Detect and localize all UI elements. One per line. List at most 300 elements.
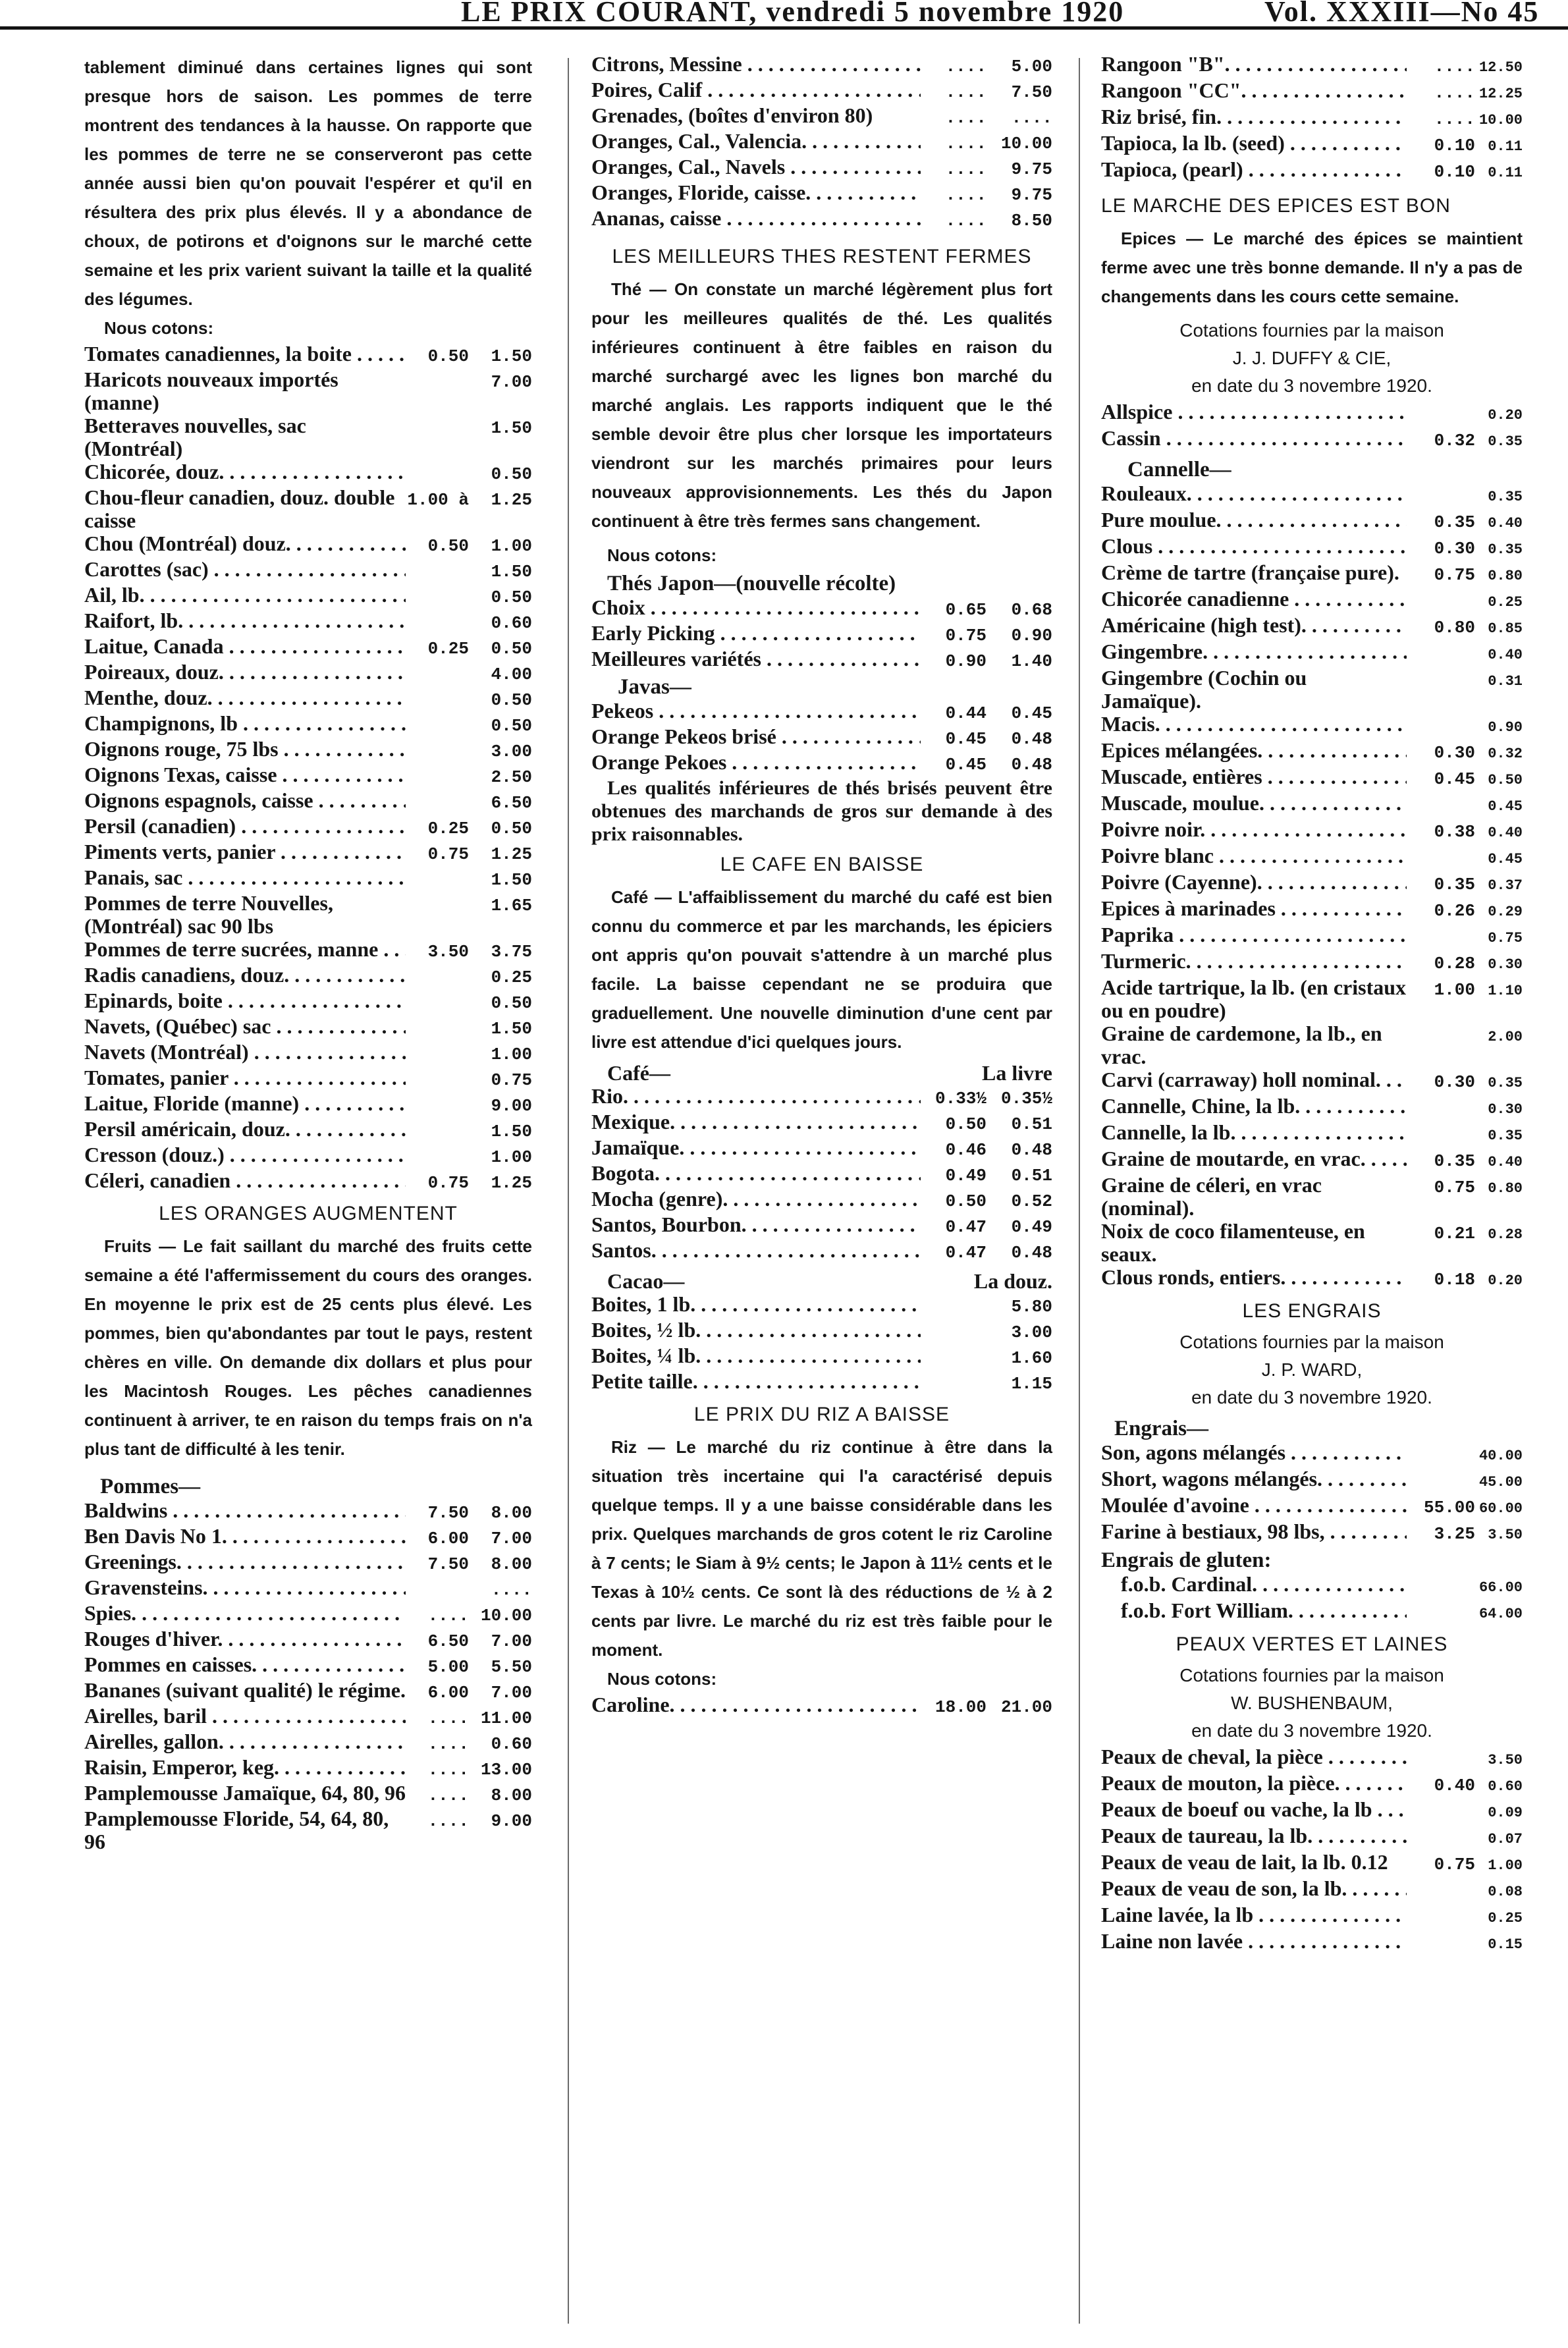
peaux-list [1101,1745,1523,1956]
price-low: 0.50 [427,536,469,556]
item-name: Raifort, lb. . . . [84,609,406,632]
item-name: Boites, ¼ lb. . . . [591,1344,921,1367]
price-high: 7.00 [491,1683,532,1703]
price-high: 0.90 [1488,719,1523,736]
price-high: 0.48 [1011,729,1052,749]
price-high: 13.00 [480,1760,532,1780]
item-name: Mexique. . . . [591,1110,921,1133]
item-name: Laine lavée, la lb . . . [1101,1903,1407,1926]
item-name: Oranges, Cal., Valencia. . . . [591,130,921,153]
item-name: Radis canadiens, douz. . . . [84,964,406,987]
price-high: 7.50 [1011,82,1052,102]
price-row [1101,765,1523,792]
price-low: 0.50 [945,1114,987,1134]
price-row [1101,132,1523,158]
price-high: 0.40 [1488,1154,1523,1170]
item-name: Clous ronds, entiers. . . . [1101,1266,1407,1289]
price-row [591,1162,1052,1188]
cafe-text: Café — L'affaiblissement du marché du café est bien connu du commerce et par les marchands, les épiciers ont appris qu'on pouvait s'attendre à un marché plus facile. La baisse cependant ne se produira que graduellement. Une nouvelle diminution d'une cent par livre est attendue d'ici quelques jours. [591,887,1052,1052]
item-name: Poires, Calif . . . [591,78,921,101]
price-row [84,815,532,840]
price-high: .... [1011,108,1052,128]
cacao-unit: La douz. [973,1269,1052,1293]
price-row [1101,739,1523,765]
price-high: 0.35 [1488,541,1523,558]
price-high: 0.68 [1011,600,1052,620]
price-row [84,1143,532,1169]
nous-cotons-label: Nous cotons: [607,545,717,565]
price-row [1101,1745,1523,1772]
price-high: 0.60 [491,613,532,633]
price-low: 6.00 [427,1683,469,1703]
item-name: Riz brisé, fin. . . . [1101,105,1407,128]
price-high: 0.90 [1011,626,1052,645]
price-low: 0.75 [1434,565,1475,585]
price-row [84,1730,532,1756]
price-row [591,155,1052,181]
price-low: .... [945,211,987,231]
price-row [1121,1573,1523,1599]
price-row [1101,587,1523,614]
price-row [1101,1824,1523,1851]
item-name: Boites, 1 lb. . . . [591,1293,921,1316]
price-row [84,763,532,789]
price-row [84,609,532,635]
price-low: 0.47 [945,1243,987,1263]
price-high: 8.50 [1011,211,1052,231]
price-high: 0.20 [1488,1272,1523,1289]
price-low: 0.30 [1434,1072,1475,1092]
price-low: 0.50 [945,1191,987,1211]
price-row [591,1344,1052,1370]
fruits-price-list-cont [591,53,1052,232]
price-high: 0.40 [1488,825,1523,841]
item-name: Graine de cardemone, la lb., en vrac. [1101,1022,1382,1068]
vegetables-price-list [84,342,532,1195]
price-high: 0.80 [1488,568,1523,584]
thes-text: Thé — On constate un marché légèrement plus fort pour les meilleures qualités de thé. Les qualités inférieures continuent à être faibles en raison du marché surchargé avec les lignes bon marché du marché anglais. Les rapports indiquent que le thé semble devoir être plus cher lorsque les importateurs viendront sur les marchés primaires pour leurs nouveaux approvisionnements. Les thés du Japon continuent à être très fermes sans changement. [591,279,1052,531]
price-high: 10.00 [1000,134,1052,153]
price-row [84,686,532,712]
price-low: 6.50 [427,1631,469,1651]
item-name: Graine de moutarde, en vrac. . . . [1101,1147,1407,1170]
price-high: 6.50 [491,793,532,813]
price-low: 0.38 [1434,822,1475,842]
price-row [591,130,1052,155]
price-low: 0.80 [1434,618,1475,638]
price-high: 1.60 [1011,1348,1052,1368]
price-high: 8.00 [491,1503,532,1523]
price-row [84,1525,532,1550]
price-row [84,532,532,558]
price-low: 0.75 [1434,1178,1475,1197]
price-row [591,1293,1052,1319]
price-row [1101,535,1523,561]
price-row [591,1213,1052,1239]
price-row [1101,871,1523,897]
item-name: Champignons, lb . . . [84,712,406,735]
price-high: 0.51 [1011,1114,1052,1134]
price-high: 0.50 [491,587,532,607]
price-low: 0.28 [1434,954,1475,973]
column-1 [84,53,532,2335]
price-low: .... [427,1734,469,1754]
price-high: 3.50 [1488,1527,1523,1543]
price-high: 7.00 [491,1631,532,1651]
item-name: Poivre blanc . . . [1101,844,1407,867]
price-high: 0.49 [1011,1217,1052,1237]
price-high: 0.60 [1488,1778,1523,1795]
epices-text: Epices — Le marché des épices se maintient ferme avec une très bonne demande. Il n'y a pas de changements dans les cours cette semaine. [1101,229,1523,306]
price-row [1101,1022,1523,1068]
price-high: 0.40 [1488,647,1523,663]
price-row [84,1602,532,1627]
fruits-price-list [84,1499,532,1853]
price-high: 9.75 [1011,185,1052,205]
price-high: 0.32 [1488,746,1523,762]
price-high: 40.00 [1478,1448,1523,1464]
cafe-unit: La livre [982,1061,1052,1085]
price-row [1101,640,1523,667]
price-high: 1.00 [491,536,532,556]
price-row [1101,976,1523,1022]
price-high: 0.50 [491,716,532,736]
price-low: .... [945,159,987,179]
price-high: 0.35 [1488,433,1523,450]
price-row [84,1015,532,1041]
price-high: 0.35½ [1000,1089,1052,1108]
item-name: Chicorée, douz. . . . [84,460,406,483]
price-high: 12.25 [1478,86,1523,102]
item-name: Greenings. . . . [84,1550,406,1573]
price-low: .... [427,1786,469,1805]
item-name: Caroline. . . . [591,1693,921,1716]
price-row [84,558,532,584]
item-name: Son, agons mélangés . . . [1101,1441,1407,1464]
riz-list-cont [1101,53,1523,184]
price-row [1101,1494,1523,1520]
price-row [591,1370,1052,1396]
price-row [84,964,532,989]
item-name: Muscade, entières . . . [1101,765,1407,788]
item-name: Pamplemousse Jamaïque, 64, 80, 96 [84,1782,406,1805]
price-high: 0.11 [1488,138,1523,155]
price-row [84,1499,532,1525]
price-low: .... [427,1606,469,1625]
item-name: Tapioca, (pearl) . . . [1101,158,1407,181]
item-name: Oranges, Floride, caisse. . . . [591,181,921,204]
item-name: Epices mélangées. . . . [1101,739,1407,762]
price-high: 9.00 [491,1096,532,1116]
price-row [84,989,532,1015]
item-name: Poivre noir. . . . [1101,818,1407,841]
price-row [84,789,532,815]
price-low: 6.00 [427,1529,469,1548]
item-name: Cassin . . . [1101,427,1407,450]
item-name: Poivre (Cayenne). . . . [1101,871,1407,894]
price-high: 12.50 [1478,59,1523,76]
cacao-header [591,1270,1052,1293]
price-row [84,1576,532,1602]
item-name: Graine de céleri, en vrac (nominal). [1101,1174,1322,1220]
item-name: Short, wagons mélangés. . . . [1101,1467,1407,1490]
cafe-list [591,1085,1052,1265]
price-high: 0.51 [1011,1166,1052,1186]
item-name: Carvi (carraway) holl nominal. . . . [1101,1068,1407,1091]
oranges-text: Fruits — Le fait saillant du marché des fruits cette semaine a été l'affermissement du cours des oranges. En moyenne le prix est de 25 cents plus élevé. Les pommes, bien qu'abondantes par tout le pays, restent chères en ville. On demande dix dollars et plus pour les Macintosh Rouges. Les pêches canadiennes continuent à arriver, te en raison du temps frais on n'a plus tant de difficulté à les tenir. [84,1236,532,1459]
price-high: 0.50 [1488,772,1523,788]
price-row [1101,923,1523,950]
ward-line-1: Cotations fournies par la maison [1179,1332,1444,1352]
price-high: 0.07 [1488,1831,1523,1847]
item-name: Moulée d'avoine . . . [1101,1494,1407,1517]
item-name: Peaux de veau de lait, la lb. 0.12 [1101,1851,1388,1874]
item-name: Epinards, boite . . . [84,989,406,1012]
column-rule [568,58,569,2324]
price-low: 0.47 [945,1217,987,1237]
price-low: 0.21 [1434,1224,1475,1243]
item-name: Chou-fleur canadien, douz. double caisse [84,486,395,532]
item-name: Grenades, (boîtes d'environ 80) [591,104,873,127]
cacao-list [591,1293,1052,1396]
price-row [84,1756,532,1782]
price-row [591,207,1052,232]
item-name: Pommes de terre Nouvelles, (Montréal) sac 90 lbs [84,892,333,938]
price-low: 3.50 [427,942,469,962]
bush-line-3: en date du 3 novembre 1920. [1191,1720,1432,1741]
item-name: Airelles, baril . . . [84,1705,406,1728]
price-row [591,53,1052,78]
item-name: Navets (Montréal) . . . [84,1041,406,1064]
pommes-label: Pommes— [100,1475,201,1498]
price-high: 0.50 [491,464,532,484]
item-name: Laitue, Canada . . . [84,635,406,658]
price-row [1101,1266,1523,1292]
gluten-list [1101,1573,1523,1625]
item-name: Airelles, gallon. . . . [84,1730,406,1753]
item-name: Cannelle, Chine, la lb. . . . [1101,1095,1407,1118]
price-row [591,1693,1052,1719]
price-low: 0.49 [945,1166,987,1186]
epices-heading: LE MARCHE DES EPICES EST BON [1101,195,1451,217]
price-high: 7.00 [491,1529,532,1548]
item-name: f.o.b. Cardinal. . . . [1121,1573,1407,1596]
engrais-heading: LES ENGRAIS [1242,1300,1382,1322]
item-name: Américaine (high test). . . . [1101,614,1407,637]
header-title: LE PRIX COURANT, vendredi 5 novembre 1920 [461,0,1125,28]
item-name: Persil (canadien) . . . [84,815,406,838]
column-3 [1101,53,1523,2335]
nous-cotons-label: Nous cotons: [104,318,214,338]
cannelle-label: Cannelle— [1127,458,1231,481]
item-name: Peaux de mouton, la pièce. . . . [1101,1772,1407,1795]
price-low: 0.75 [1434,1855,1475,1874]
item-name: Rangoon "CC". . . . [1101,79,1407,102]
javas-list [591,699,1052,777]
price-high: 0.48 [1011,1140,1052,1160]
column-rule [1079,58,1080,2324]
item-name: Peaux de veau de son, la lb. . . . [1101,1877,1407,1900]
price-high: 0.09 [1488,1805,1523,1821]
item-name: Navets, (Québec) sac . . . [84,1015,406,1038]
bush-line-2: W. BUSHENBAUM, [1231,1693,1393,1713]
price-high: 1.50 [491,418,532,438]
price-row [1101,158,1523,184]
item-name: Muscade, moulue. . . . [1101,792,1407,815]
item-name: Orange Pekeos brisé . . . [591,725,921,748]
item-name: Laitue, Floride (manne) . . . [84,1092,406,1115]
price-high: 0.75 [491,1070,532,1090]
item-name: Haricots nouveaux importés (manne) [84,368,338,414]
price-row [591,647,1052,673]
price-row [1101,1903,1523,1930]
price-high: 0.60 [491,1734,532,1754]
price-row [591,104,1052,130]
price-row [1101,818,1523,844]
item-name: Tomates canadiennes, la boite . . . [84,342,406,366]
price-high: 0.48 [1011,1243,1052,1263]
price-row [1101,1068,1523,1095]
column-2 [591,53,1052,2335]
riz-heading: LE PRIX DU RIZ A BAISSE [693,1404,950,1425]
price-row [591,1319,1052,1344]
price-low: 0.44 [945,703,987,723]
item-name: Tapioca, la lb. (seed) . . . [1101,132,1407,155]
price-row [1101,1798,1523,1824]
price-row [1101,508,1523,535]
price-row [591,1085,1052,1110]
cacao-label: Cacao— [607,1269,685,1293]
price-low: 0.40 [1434,1776,1475,1795]
price-row [1101,105,1523,132]
price-low: 0.25 [427,639,469,659]
riz-list [591,1693,1052,1719]
item-name: Baldwins . . . [84,1499,406,1522]
price-row [84,1679,532,1705]
item-name: Clous . . . [1101,535,1407,558]
item-name: Paprika . . . [1101,923,1407,946]
price-high: 0.52 [1011,1191,1052,1211]
price-low: 7.50 [427,1503,469,1523]
price-row [591,622,1052,647]
price-row [1101,1877,1523,1903]
price-row [591,181,1052,207]
price-high: 0.50 [491,819,532,838]
price-high: 0.45 [1011,703,1052,723]
item-name: Oignons rouge, 75 lbs . . . [84,738,406,761]
item-name: Bananes (suivant qualité) le régime. [84,1679,406,1702]
price-row [1101,614,1523,640]
price-high: 0.85 [1488,620,1523,637]
price-high: 1.50 [491,1019,532,1039]
price-row [84,1169,532,1195]
item-name: Peaux de boeuf ou vache, la lb . . . [1101,1798,1407,1821]
item-name: Pamplemousse Floride, 54, 64, 80, 96 [84,1807,389,1853]
price-high: 0.50 [491,690,532,710]
price-low: 0.30 [1434,539,1475,559]
price-low: .... [427,1811,469,1831]
item-name: Rouleaux. . . . [1101,482,1407,505]
page-header [0,0,1568,30]
item-name: Acide tartrique, la lb. (en cristaux ou en poudre) [1101,976,1407,1022]
price-high: 0.15 [1488,1936,1523,1953]
item-name: Pekeos . . . [591,699,921,723]
item-name: Cannelle, la lb. . . . [1101,1121,1407,1144]
price-row [84,584,532,609]
price-row [84,1807,532,1853]
item-name: Oignons Texas, caisse . . . [84,763,406,786]
javas-label: Javas— [618,675,691,699]
price-low: .... [1434,109,1475,129]
price-row [84,712,532,738]
price-row [1101,1095,1523,1121]
price-high: 0.29 [1488,904,1523,920]
item-name: Pommes de terre sucrées, manne . . . [84,938,406,961]
item-name: Ananas, caisse . . . [591,207,921,230]
price-low: 0.35 [1434,1151,1475,1171]
price-row [84,414,532,460]
price-high: .... [491,1580,532,1600]
price-row [1101,1121,1523,1147]
price-low: 1.00 [1434,980,1475,1000]
price-high: 0.50 [491,993,532,1013]
price-row [1101,1174,1523,1220]
price-high: 0.25 [1488,1910,1523,1926]
price-high: 0.30 [1488,1101,1523,1118]
price-low: 0.46 [945,1140,987,1160]
item-name: Rouges d'hiver. . . . [84,1627,406,1651]
price-low: 0.35 [1434,512,1475,532]
item-name: Chicorée canadienne . . . [1101,587,1407,611]
price-low: 0.75 [427,1173,469,1193]
price-high: 1.00 [1488,1857,1523,1874]
item-name: Poireaux, douz. . . . [84,661,406,684]
item-name: Persil américain, douz. . . . [84,1118,406,1141]
price-low: 0.45 [945,729,987,749]
thes-japon-list [591,596,1052,673]
item-name: Santos. . . . [591,1239,921,1262]
item-name: Santos, Bourbon. . . . [591,1213,921,1236]
price-high: 1.50 [491,870,532,890]
item-name: Rangoon "B". . . . [1101,53,1407,76]
price-high: 0.50 [491,639,532,659]
price-high: 7.00 [491,372,532,392]
price-high: 0.37 [1488,877,1523,894]
duffy-line-1: Cotations fournies par la maison [1179,320,1444,341]
price-high: 5.00 [1011,57,1052,76]
item-name: Raisin, Emperor, keg. . . . [84,1756,406,1779]
price-high: 0.75 [1488,930,1523,946]
riz-text: Riz — Le marché du riz continue à être dans la situation très incertaine qui l'a caractérisé depuis quelque temps. Il y a une baisse considérable dans les prix. Quelques marchands de gros cotent le riz Caroline à 7 cents; le Siam à 9½ cents; le Japon à 11½ cents et le Texas à 10½ cents. Ce sont là des réductions de ½ à 2 cents par livre. Le marché du riz est très faible pour le moment. [591,1437,1052,1660]
item-name: Gravensteins. . . . [84,1576,406,1599]
price-high: 1.50 [491,1122,532,1141]
cafe-heading: LE CAFE EN BAISSE [720,854,924,875]
item-name: Tomates, panier . . . [84,1066,406,1089]
cafe-header [591,1062,1052,1085]
item-name: Oignons espagnols, caisse . . . [84,789,406,812]
price-row [84,938,532,964]
price-high: 8.00 [491,1786,532,1805]
price-high: 5.80 [1011,1297,1052,1317]
price-high: 0.11 [1488,165,1523,181]
item-name: Bogota. . . . [591,1162,921,1185]
price-row [1101,1851,1523,1877]
price-row [591,1239,1052,1265]
item-name: Pommes en caisses. . . . [84,1653,406,1676]
price-high: 0.25 [491,968,532,987]
price-low: 0.75 [945,626,987,645]
price-low: 0.10 [1434,136,1475,155]
